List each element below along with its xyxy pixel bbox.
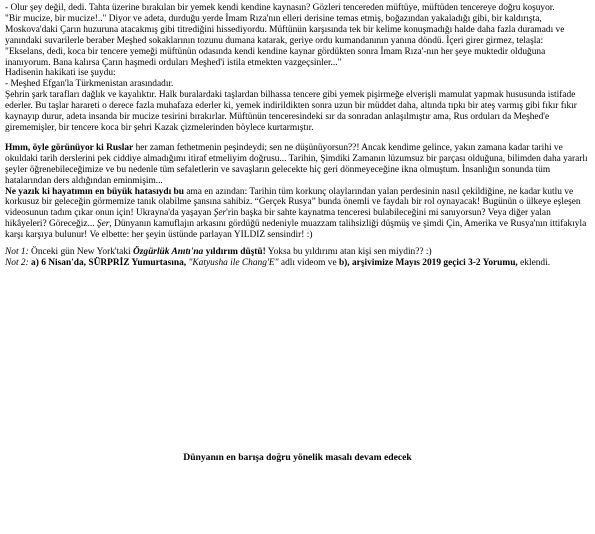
- paragraph-1: - Olur şey değil, dedi. Tahta üzerine bırakılan bir yemek kendi kendine kaynasın? Gözleri tencereden müftüye, müftüden tencereye doğru koşuyor.: [5, 3, 555, 13]
- note-2-text: adlı videom ve: [278, 257, 339, 268]
- note-2: [5, 258, 589, 269]
- note-1-label: Not 1:: [5, 247, 29, 258]
- paragraph-8-text-b: 'rin başka bir sahte kaynatma tenceresi bulabileceğini mi sanıyorsun? Veya diğer yalan hikâyeleri? Göreceğiz...: [5, 208, 551, 230]
- note-2-label: Not 2:: [5, 257, 29, 268]
- note-1: [5, 247, 589, 258]
- paragraph-6: Şehrin şark tarafları dağlık ve kayalıktır. Halk buralardaki taşlardan bilhassa tencere gibi yemek pişirmeğe elverişli mamulat yapmak hususunda istifade ederler. Bu taşlar harareti o derece fazla muhafaza ederler ki, yemek indirildikten sonra uzun bir müddet daha, altında tıpkı bir ateş varmış gibi fıkır fıkır kaynayıp durur, adeta insanda bir mucize tesirini bırakırlar. Müftünün tenceresindeki sır da sonradan anlaşılmıştır ama, Rus orduları da Meşhed'e girememişler, bir tencere koca bir şehri Kazak çizmelerinden böylece kurtarmıştır.: [5, 90, 577, 133]
- paragraph-7-bold: Hmm, öyle görünüyor ki Ruslar: [5, 142, 134, 153]
- paragraph-8-text-a: ama en azından: Tarihin tüm korkunç olaylarından yalan perdesinin nasıl çekildiğine, ne kadar kutlu ve korkusuz bir geleceğin görmemize tanık olabilme şansına sahibiz. “Gerçek Rusya” bunda önemli ve faydalı bir rol oynayacak! Bugünün o ülkeye eşleşen videosunun tadım çıkar onun için! Ukrayna'da yaşayan: [5, 186, 581, 219]
- paragraph-2: "Bir mucize, bir mucize!.." Diyor ve adeta, durduğu yerde İmam Rıza'nın elleri derisine temas etmiş, boğazından yakaladığı gibi, bir kaldırışta, Moskova'daki Çarın huzuruna atacakmış gibi titrediğini hissediyordu. Müftünün karşısında tek bir kelime konuşmadığı halde daha fazla duramadı ve yanındaki suvarilerle beraber Meşhed sokaklarının tozunu dumana katarak, geriye ordu kumandanının yanına döndü. İçeri girer girmez, telaşla:: [5, 13, 565, 46]
- continuation-footer: Dünyanın en barışa doğru yönelik masalı devam edecek: [183, 452, 412, 463]
- paragraph-8-italic-1: Şer: [213, 208, 227, 219]
- spacer: [5, 134, 589, 143]
- note-2-end: eklendi.: [517, 257, 551, 268]
- paragraph-7-text: her zaman fethetmenin peşindeydi; sen ne düşünüyorsun??! Ancak kendime gelince, yakın zamana kadar tarihi ve okuldaki tarih derslerini pek ciddiye almadığımı itiraf etmeliyim doğrusu... Tarihin, Şimdiki Zamanın lüzumsuz bir parçası olduğuna, bilimden daha yararlı şeyler öğrenebileceğimize ve bu nedenle tüm sefaletlerin ve savaşların gelecekte hiç geri dönmeyeceğine ikna olmuştum. İnsanlığın sonunda tüm hatalarından ders aldığından eminmişim...: [5, 142, 588, 186]
- paragraph-7: [5, 143, 589, 187]
- note-1-text-c: Yoksa bu yıldırımı atan kişi sen miydin?? :): [265, 247, 432, 258]
- paragraph-8: [5, 187, 589, 242]
- note-2-bold-a: a) 6 Nisan'da, SÜRPRİZ Yumurtasına,: [28, 257, 187, 268]
- note-1-bold: yıldırım düştü!: [203, 247, 266, 258]
- paragraph-5: - Meşhed Efgan'la Türkmenistan arasındadır.: [5, 79, 174, 90]
- paragraph-8-bold: Ne yazık ki hayatımın en büyük hatasıydı bu: [5, 186, 184, 197]
- paragraph-4: Hadisenin hakikati ise şuydu:: [5, 68, 116, 79]
- paragraph-8-italic-2: Şer: [96, 219, 110, 230]
- paragraph-8-text-c: , Dünyanın kamuflajın arkasını gördüğü nedeniyle muazzam talihsizliği düşmüş ve şimdi Çin, Amerika ve Rusya'nın ittifakıyla karşı karşıya bulunur! Ve elbette: her şeyin üstünde parlayan YILDIZ sensindir! :): [5, 219, 587, 241]
- note-2-italic: "Katyusha ile Chang'E": [186, 257, 279, 268]
- note-1-text-a: Önceki gün New York'taki: [28, 247, 133, 258]
- note-1-bold-italic: Özgürlük Anıtı'na: [132, 247, 204, 258]
- note-2-bold-b: b), arşivimize Mayıs 2019 geçici 3-2 Yorumu,: [338, 257, 518, 268]
- paragraph-3: "Ekselans, dedi, koca bir tencere yemeği müftünün odasında kendi kendine kaynar gördükten sonra İmam Rıza'-nın her şeye muktedir olduğuna inanıyorum. Bana kalırsa Çarın haşmedi orduları Meşhed'i istila etmekten vazgeçsinler...": [5, 46, 546, 68]
